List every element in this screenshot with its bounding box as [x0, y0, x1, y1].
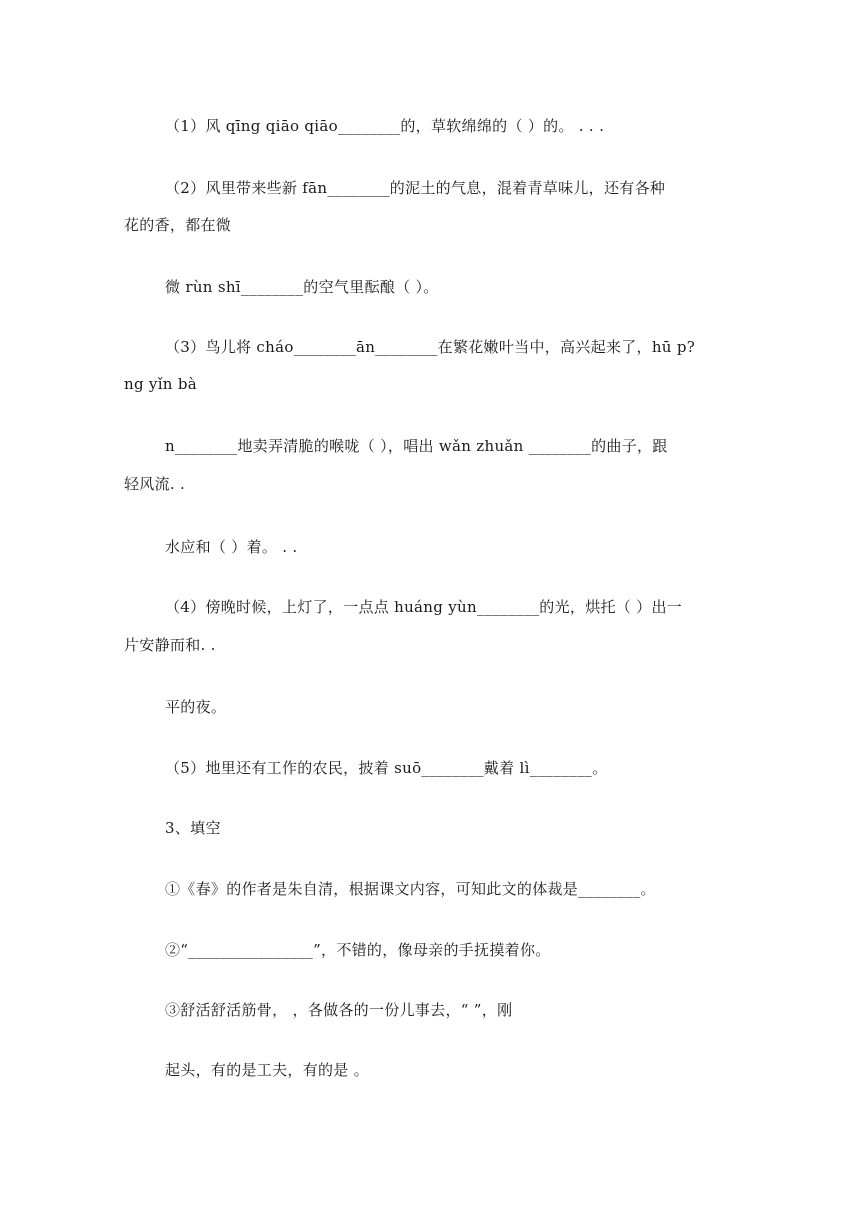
exercise-3-line-1: （3）鸟儿将 cháo________ān________在繁花嫩叶当中，高兴起来了，hū p?	[165, 338, 696, 356]
exercise-3-line-4: 轻风流. .	[124, 475, 186, 493]
fill-blank-1: ①《春》的作者是朱自清，根据课文内容，可知此文的体裁是________。	[165, 880, 656, 898]
fill-blank-3-line-2: 起头，有的是工夫，有的是 。	[165, 1061, 369, 1079]
fill-blank-3-line-1: ③舒活舒活筋骨， ，各做各的一份儿事去，“ ”，刚	[165, 1001, 513, 1019]
exercise-5-text: （5）地里还有工作的农民，披着 suō________戴着 lì________。	[165, 759, 608, 777]
exercise-4-line-3: 平的夜。	[165, 698, 227, 716]
exercise-3-line-5: 水应和（ ）着。 . .	[165, 538, 298, 556]
fill-blank-2: ②“________________”，不错的，像母亲的手抚摸着你。	[165, 941, 551, 959]
exercise-4-line-1: （4）傍晚时候，上灯了，一点点 huáng yùn________的光，烘托（ ）出一	[165, 598, 683, 616]
exercise-3-line-2: ng yǐn bà	[124, 375, 197, 393]
section-3-heading: 3、填空	[165, 819, 221, 837]
exercise-3-line-3: n________地卖弄清脆的喉咙（ ），唱出 wǎn zhuǎn ________的曲子，跟	[165, 437, 668, 455]
exercise-2-line-1: （2）风里带来些新 fān________的泥土的气息，混着青草味儿，还有各种	[165, 179, 666, 197]
exercise-2-line-3: 微 rùn shī________的空气里酝酿（ ）。	[165, 278, 439, 296]
exercise-2-line-2: 花的香，都在微	[124, 216, 232, 234]
exercise-4-line-2: 片安静而和. .	[124, 636, 216, 654]
exercise-1-text: （1）风 qīng qiāo qiāo________的，草软绵绵的（ ）的。 . . .	[165, 117, 605, 135]
